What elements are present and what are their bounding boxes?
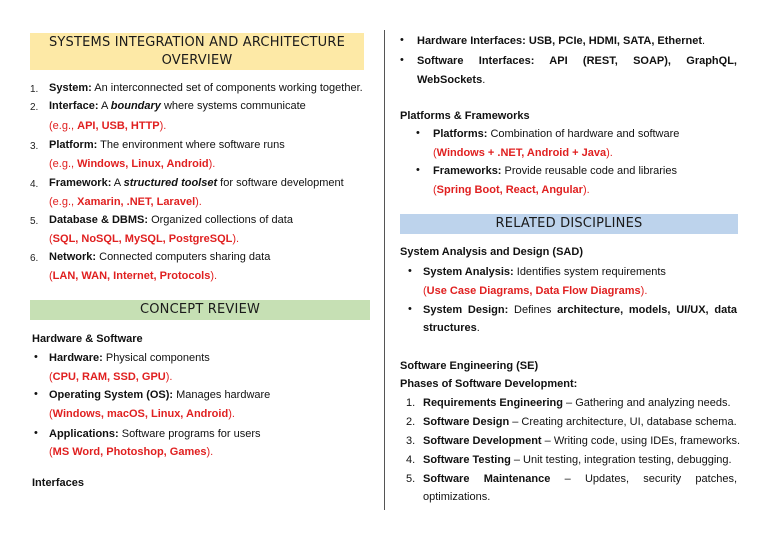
list-item: Platform: The environment where software runs bbox=[49, 139, 285, 151]
list-item-continuation: optimizations. bbox=[423, 491, 491, 503]
list-item-example: (Windows, macOS, Linux, Android). bbox=[49, 408, 235, 420]
list-number: 1. bbox=[406, 397, 416, 409]
list-number: 3. bbox=[30, 141, 39, 152]
list-item-continuation: structures. bbox=[423, 322, 480, 334]
bullet-icon: • bbox=[34, 351, 38, 363]
list-number: 6. bbox=[30, 253, 39, 264]
list-item: System: An interconnected set of components working together. bbox=[49, 82, 363, 94]
bullet-icon: • bbox=[400, 34, 404, 46]
related-disciplines-banner bbox=[400, 214, 738, 234]
list-item-example: (e.g., API, USB, HTTP). bbox=[49, 120, 167, 132]
list-item: Platforms: Combination of hardware and software bbox=[433, 128, 680, 140]
bullet-icon: • bbox=[416, 127, 420, 139]
list-item: Requirements Engineering – Gathering and analyzing needs. bbox=[423, 397, 731, 409]
list-item-continuation: WebSockets. bbox=[417, 74, 486, 86]
list-item: Frameworks: Provide reusable code and libraries bbox=[433, 165, 677, 177]
list-item-example: (CPU, RAM, SSD, GPU). bbox=[49, 371, 173, 383]
list-item-example: (Use Case Diagrams, Data Flow Diagrams). bbox=[423, 285, 648, 297]
list-item-example: (Spring Boot, React, Angular). bbox=[433, 184, 590, 196]
list-number: 4. bbox=[30, 179, 39, 190]
list-item-example: (SQL, NoSQL, MySQL, PostgreSQL). bbox=[49, 233, 240, 245]
list-item: Interface: A boundary where systems communicate bbox=[49, 100, 306, 112]
list-number: 5. bbox=[30, 216, 39, 227]
list-number: 2. bbox=[30, 102, 39, 113]
bullet-icon: • bbox=[408, 265, 412, 277]
list-number: 5. bbox=[406, 473, 416, 485]
list-item: Applications: Software programs for users bbox=[49, 428, 261, 440]
list-item-example: (Windows + .NET, Android + Java). bbox=[433, 147, 613, 159]
bullet-icon: • bbox=[34, 388, 38, 400]
section-title: RELATED DISCIPLINES bbox=[495, 216, 643, 231]
bullet-icon: • bbox=[408, 303, 412, 315]
bullet-icon: • bbox=[400, 54, 404, 66]
bullet-icon: • bbox=[34, 427, 38, 439]
section-heading: Software Engineering (SE) bbox=[400, 360, 539, 372]
list-item: Software Interfaces: API (REST, SOAP), GraphQL, bbox=[417, 55, 737, 67]
list-number: 3. bbox=[406, 435, 416, 447]
list-item: Software Maintenance – Updates, security patches, bbox=[423, 473, 737, 485]
column-divider bbox=[384, 30, 385, 510]
list-item: Hardware Interfaces: USB, PCIe, HDMI, SATA, Ethernet. bbox=[417, 35, 706, 47]
list-item: Operating System (OS): Manages hardware bbox=[49, 389, 271, 401]
list-item: System Analysis: Identifies system requirements bbox=[423, 266, 666, 278]
page-title: SYSTEMS INTEGRATION AND ARCHITECTURE OVERVIEW bbox=[48, 35, 346, 68]
list-number: 2. bbox=[406, 416, 416, 428]
subsection-heading: Phases of Software Development: bbox=[400, 378, 578, 390]
list-number: 1. bbox=[30, 84, 39, 95]
list-item: Software Development – Writing code, using IDEs, frameworks. bbox=[423, 435, 741, 447]
section-heading: Hardware & Software bbox=[32, 333, 143, 345]
list-item: System Design: Defines architecture, models, UI/UX, data bbox=[423, 304, 737, 316]
list-item: Software Design – Creating architecture, UI, database schema. bbox=[423, 416, 737, 428]
section-heading: Interfaces bbox=[32, 477, 84, 489]
section-title: CONCEPT REVIEW bbox=[139, 302, 261, 317]
list-item-example: (e.g., Windows, Linux, Android). bbox=[49, 158, 216, 170]
section-heading: System Analysis and Design (SAD) bbox=[400, 246, 583, 258]
list-item-example: (e.g., Xamarin, .NET, Laravel). bbox=[49, 196, 202, 208]
list-item-example: (MS Word, Photoshop, Games). bbox=[49, 446, 214, 458]
concept-review-banner bbox=[30, 300, 370, 320]
list-item: Network: Connected computers sharing data bbox=[49, 251, 271, 263]
list-item: Software Testing – Unit testing, integration testing, debugging. bbox=[423, 454, 732, 466]
list-item: Database & DBMS: Organized collections of data bbox=[49, 214, 293, 226]
list-item: Framework: A structured toolset for software development bbox=[49, 177, 344, 189]
list-number: 4. bbox=[406, 454, 416, 466]
page-title-banner bbox=[30, 33, 364, 70]
bullet-icon: • bbox=[416, 164, 420, 176]
section-heading: Platforms & Frameworks bbox=[400, 110, 530, 122]
list-item-example: (LAN, WAN, Internet, Protocols). bbox=[49, 270, 218, 282]
list-item: Hardware: Physical components bbox=[49, 352, 210, 364]
